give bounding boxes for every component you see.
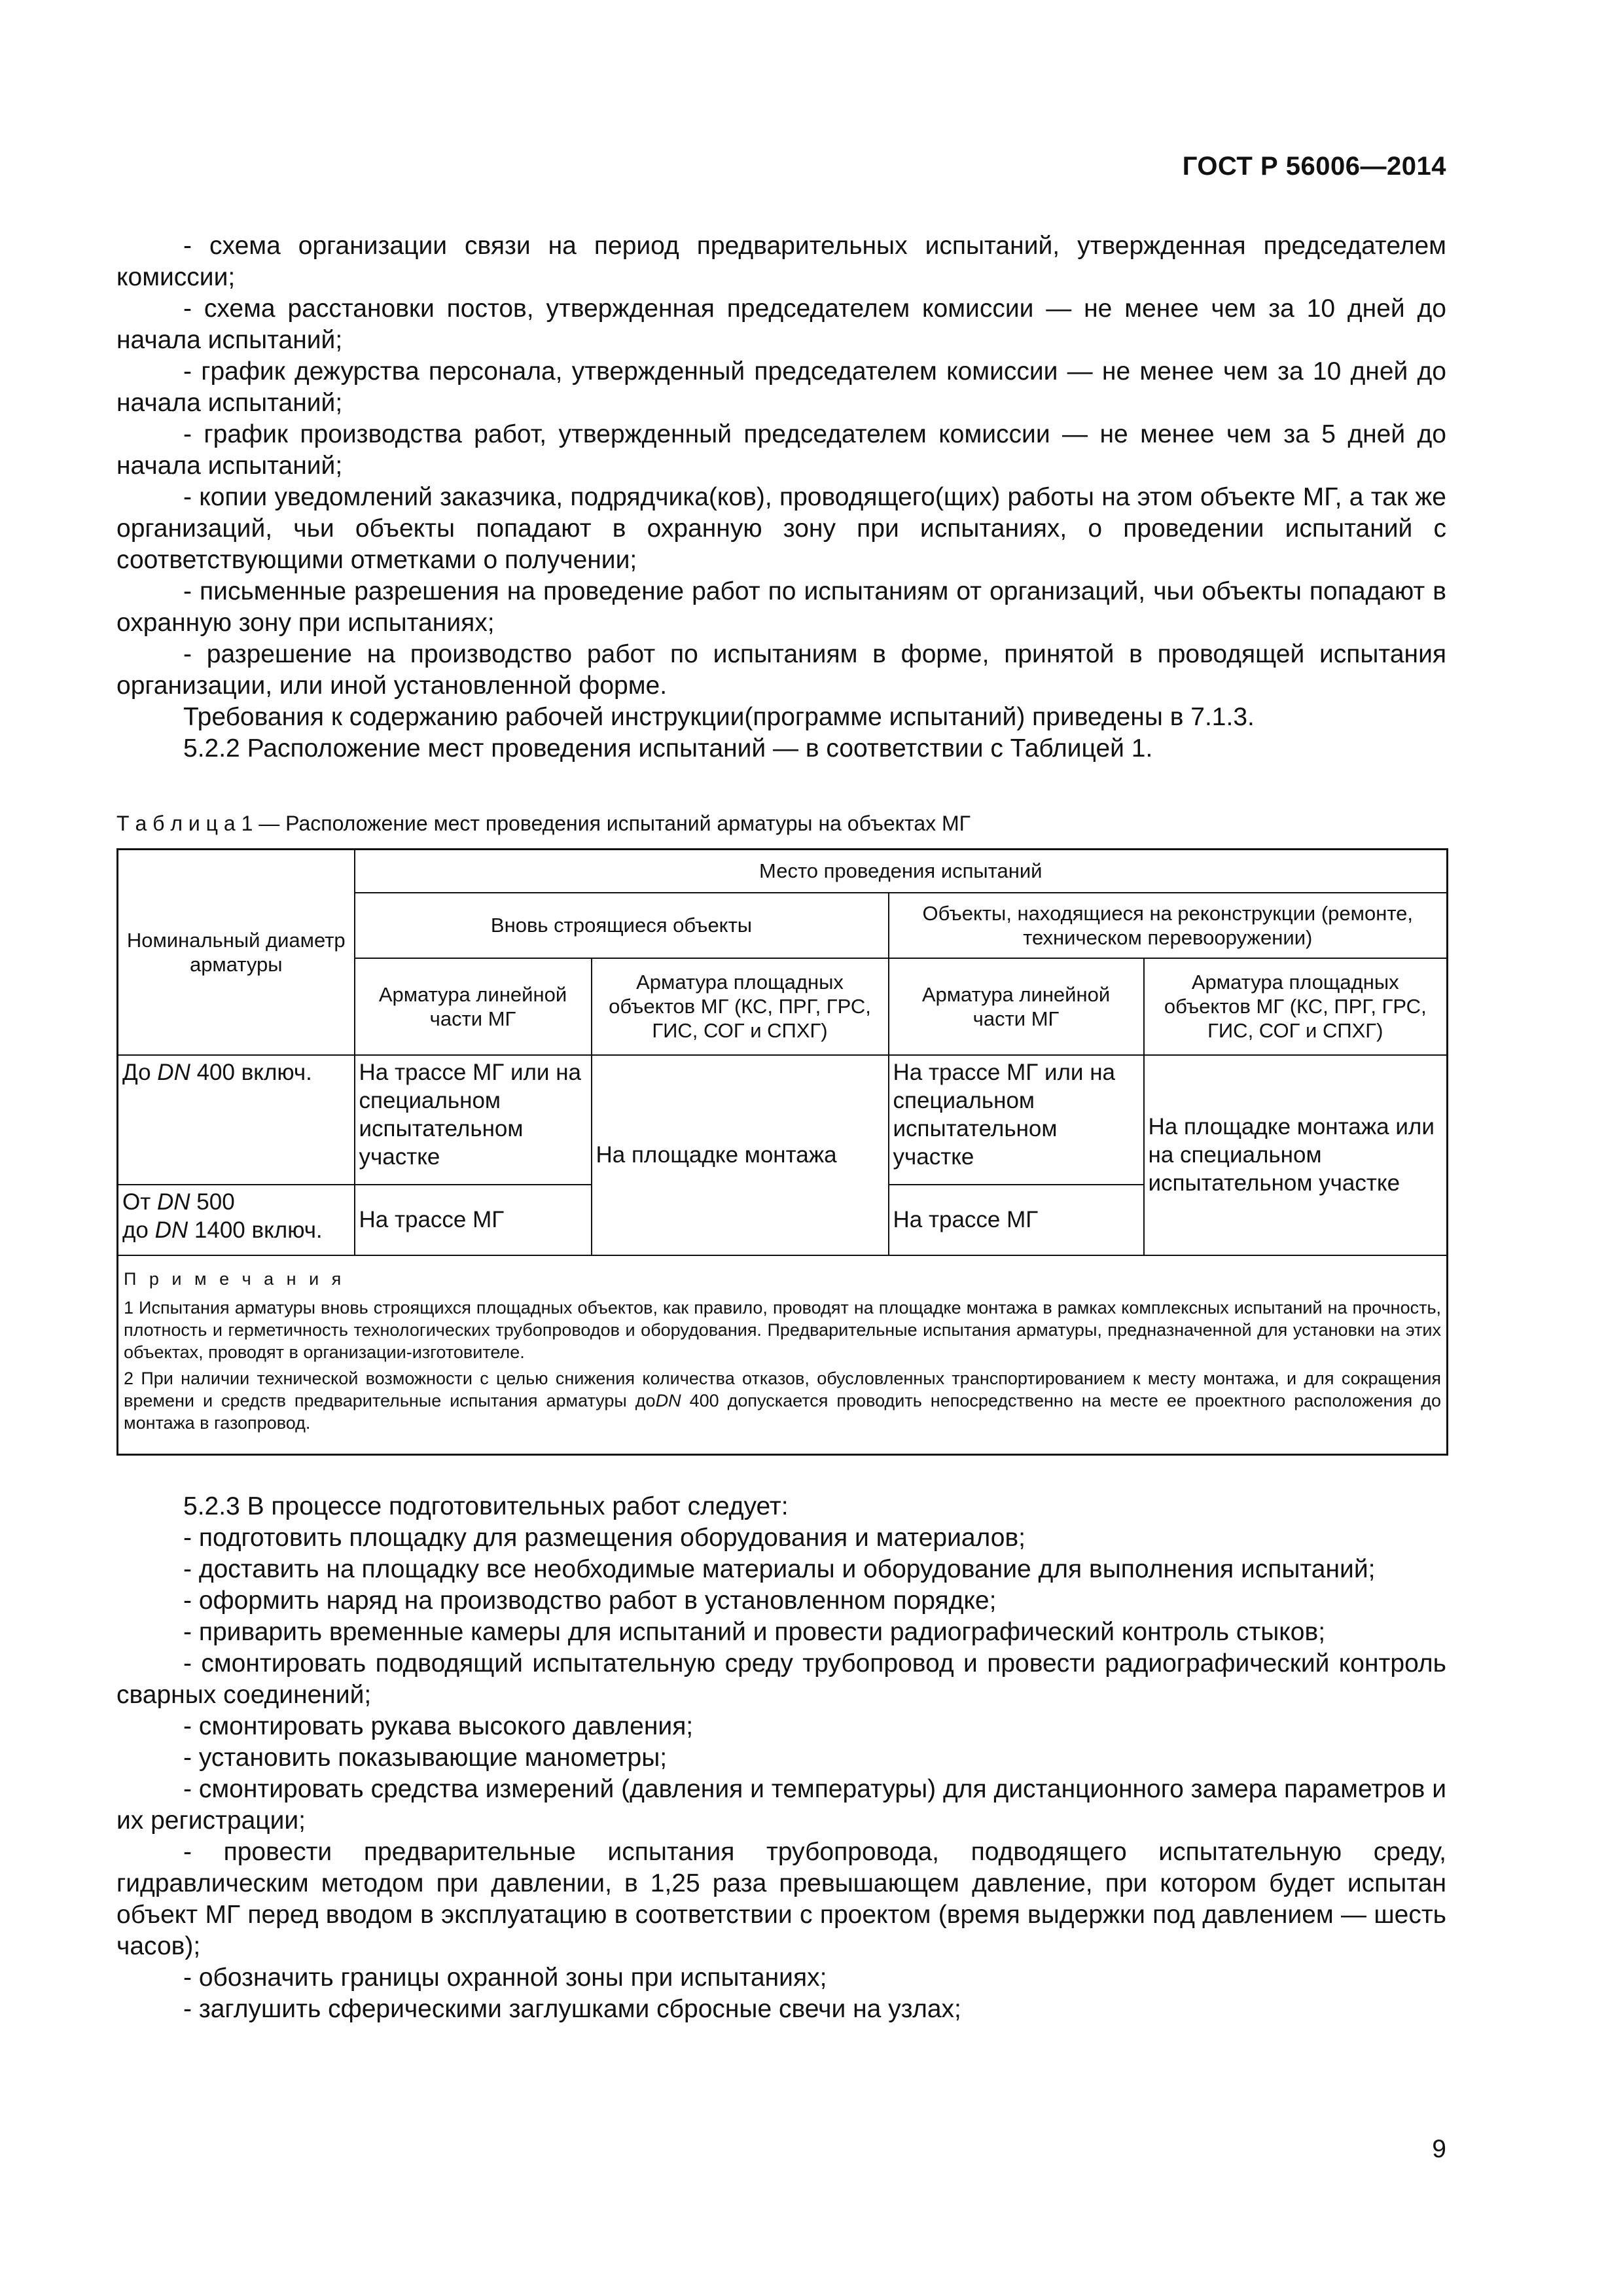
header-recon-linear: Арматура линейной части МГ bbox=[889, 958, 1144, 1055]
paragraph: - разрешение на производство работ по испытаниям в форме, принятой в проводящей испытания организации, или иной установленной форме. bbox=[116, 640, 1446, 700]
paragraph: - подготовить площадку для размещения оборудования и материалов; bbox=[183, 1523, 1026, 1552]
header-recon-site: Арматура площадных объектов МГ (КС, ПРГ, ГРС, ГИС, СОГ и СПХГ) bbox=[1144, 958, 1448, 1055]
test-locations-table bbox=[116, 848, 1448, 1456]
header-test-place: Место проведения испытаний bbox=[355, 850, 1448, 893]
row2-recon-linear: На трассе МГ bbox=[889, 1185, 1144, 1255]
header-nominal-diameter: Номинальный диаметр арматуры bbox=[118, 850, 355, 1055]
header-new-site: Арматура площадных объектов МГ (КС, ПРГ, ГРС, ГИС, СОГ и СПХГ) bbox=[592, 958, 889, 1055]
paragraph: - оформить наряд на производство работ в установленном порядке; bbox=[183, 1586, 997, 1615]
header-reconstruction-objects: Объекты, находящиеся на реконструкции (ремонте, техническом перевооружении) bbox=[889, 893, 1448, 958]
paragraph: - график производства работ, утвержденный председателем комиссии — не менее чем за 5 дней до начала испытаний; bbox=[116, 420, 1446, 480]
row1-new-linear: На трассе МГ или на специальном испытательном участке bbox=[355, 1055, 592, 1185]
row1-recon-linear: На трассе МГ или на специальном испытательном участке bbox=[889, 1055, 1144, 1185]
intro-section bbox=[116, 230, 1446, 764]
paragraph: Требования к содержанию рабочей инструкции(программе испытаний) приведены в 7.1.3. bbox=[183, 703, 1255, 731]
page-content bbox=[116, 230, 1446, 2025]
paragraph: - приварить временные камеры для испытаний и провести радиографический контроль стыков; bbox=[183, 1617, 1326, 1646]
header-new-objects: Вновь строящиеся объекты bbox=[355, 893, 889, 958]
row2-diameter: От DN 500 до DN 1400 включ. bbox=[118, 1185, 355, 1255]
paragraph: - письменные разрешения на проведение работ по испытаниям от организаций, чьи объекты попадают в охранную зону при испытаниях; bbox=[116, 577, 1446, 637]
note-2: 2 При наличии технической возможности с целью снижения количества отказов, обусловленных транспортированием к месту монтажа, и для сокращения времени и средств предварительные испытания арматуры доDN 400 допускается проводить непосредственно на месте ее проектного расположения до монтажа в газопровод. bbox=[124, 1368, 1442, 1433]
paragraph: - установить показывающие манометры; bbox=[183, 1743, 668, 1772]
paragraph: - смонтировать средства измерений (давления и температуры) для дистанционного замера параметров и их регистрации; bbox=[116, 1774, 1446, 1835]
paragraph: - доставить на площадку все необходимые материалы и оборудование для выполнения испытаний; bbox=[183, 1554, 1376, 1583]
table-caption: Т а б л и ц а 1 — Расположение мест проведения испытаний арматуры на объектах МГ bbox=[116, 812, 971, 835]
paragraph: - обозначить границы охранной зоны при испытаниях; bbox=[183, 1963, 827, 1992]
paragraph: 5.2.3 В процессе подготовительных работ следует: bbox=[183, 1492, 789, 1520]
notes-heading: П р и м е ч а н и я bbox=[124, 1268, 346, 1289]
preparation-section bbox=[116, 1491, 1446, 2025]
paragraph: - заглушить сферическими заглушками сбросные свечи на узлах; bbox=[183, 1994, 961, 2023]
paragraph: - схема организации связи на период предварительных испытаний, утвержденная председателем комиссии; bbox=[116, 232, 1446, 291]
paragraph: - смонтировать рукава высокого давления; bbox=[183, 1712, 694, 1740]
page-number: 9 bbox=[1432, 2135, 1446, 2163]
paragraph: - копии уведомлений заказчика, подрядчика(ков), проводящего(щих) работы на этом объекте МГ, а так же организаций, чьи объекты попадают в охранную зону при испытаниях, о проведении испытаний с соответствующими отметками о получении; bbox=[116, 483, 1446, 574]
row2-new-linear: На трассе МГ bbox=[355, 1185, 592, 1255]
recon-site-cell: На площадке монтажа или на специальном испытательном участке bbox=[1144, 1055, 1448, 1255]
paragraph: 5.2.2 Расположение мест проведения испытаний — в соответствии с Таблицей 1. bbox=[183, 734, 1153, 762]
note-1: 1 Испытания арматуры вновь строящихся площадных объектов, как правило, проводят на площадке монтажа в рамках комплексных испытаний на прочность, плотность и герметичность технологических трубопроводов и оборудования. Предварительные испытания арматуры, предназначенной для установки на этих объектах, проводят в организации-изготовителе. bbox=[124, 1297, 1442, 1362]
new-site-cell: На площадке монтажа bbox=[592, 1055, 889, 1255]
paragraph: - смонтировать подводящий испытательную среду трубопровод и провести радиографический контроль сварных соединений; bbox=[116, 1649, 1446, 1709]
header-new-linear: Арматура линейной части МГ bbox=[355, 958, 592, 1055]
table-notes bbox=[118, 1255, 1448, 1455]
paragraph: - график дежурства персонала, утвержденный председателем комиссии — не менее чем за 10 дней до начала испытаний; bbox=[116, 357, 1446, 417]
row1-diameter: До DN 400 включ. bbox=[118, 1055, 355, 1185]
paragraph: - провести предварительные испытания трубопровода, подводящего испытательную среду, гидравлическим методом при давлении, в 1,25 раза превышающем давление, при котором будет испытан объект МГ перед вводом в эксплуатацию в соответствии с проектом (время выдержки под давлением — шесть часов); bbox=[116, 1837, 1446, 1960]
paragraph: - схема расстановки постов, утвержденная председателем комиссии — не менее чем за 10 дней до начала испытаний; bbox=[116, 295, 1446, 354]
document-code-header: ГОСТ Р 56006—2014 bbox=[1182, 152, 1446, 181]
